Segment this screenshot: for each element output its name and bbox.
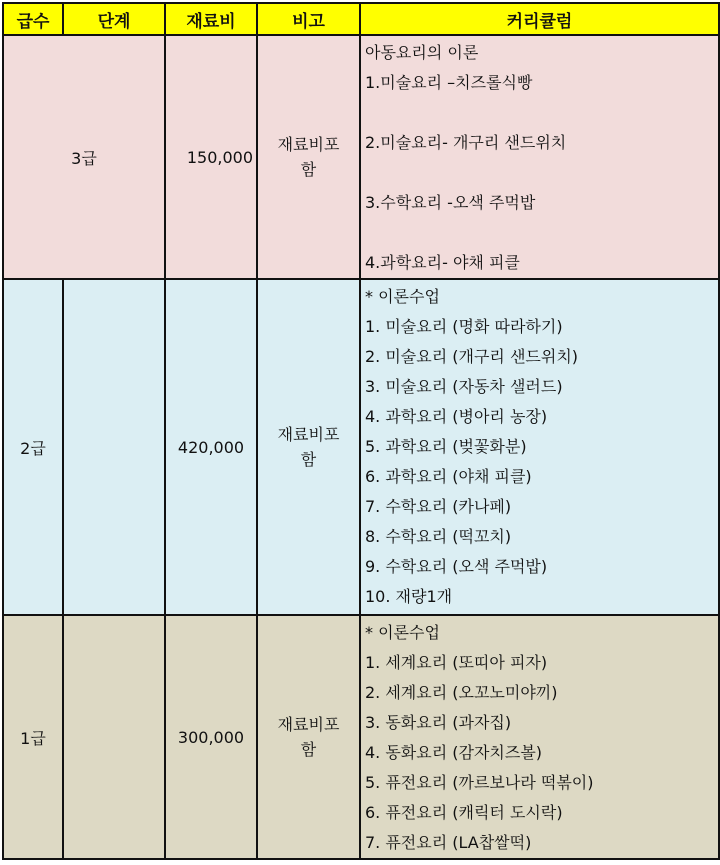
curriculum-item: 1.미술요리 –치즈롤식빵 xyxy=(365,73,533,92)
level-cell: 1급 xyxy=(3,615,63,859)
note-line: 재료비포 xyxy=(277,135,340,154)
curriculum-item: 8. 수학요리 (떡꼬치) xyxy=(365,527,512,546)
curriculum-cell xyxy=(360,615,719,859)
note-line: 재료비포 xyxy=(277,715,340,734)
note-cell xyxy=(257,35,360,279)
stage-cell xyxy=(63,615,165,859)
curriculum-cell xyxy=(360,35,719,279)
level-cell: 2급 xyxy=(3,279,63,615)
note-line: 재료비포 xyxy=(277,425,340,444)
table-row xyxy=(3,615,719,859)
header-curriculum: 커리큘럼 xyxy=(360,3,719,35)
header-fee: 재료비 xyxy=(165,3,257,35)
curriculum-item: 4.과학요리- 야채 피클 xyxy=(365,253,520,272)
curriculum-item: 10. 재량1개 xyxy=(365,587,453,606)
curriculum-item: 3. 미술요리 (자동차 샐러드) xyxy=(365,377,563,396)
curriculum-item: 5. 과학요리 (벚꽃화분) xyxy=(365,437,527,456)
curriculum-item: 6. 퓨전요리 (캐릭터 도시락) xyxy=(365,803,563,822)
curriculum-item: 3. 동화요리 (과자집) xyxy=(365,713,512,732)
header-row xyxy=(3,3,719,35)
note-line: 함 xyxy=(300,160,317,179)
level-cell: 3급 xyxy=(3,35,165,279)
curriculum-item xyxy=(365,218,714,248)
curriculum-item: * 이론수업 xyxy=(365,623,440,642)
curriculum-item: 1. 미술요리 (명화 따라하기) xyxy=(365,317,563,336)
curriculum-item: 2. 세계요리 (오꼬노미야끼) xyxy=(365,683,558,702)
curriculum-item: 4. 동화요리 (감자치즈볼) xyxy=(365,743,543,762)
curriculum-item: 3.수학요리 -오색 주먹밥 xyxy=(365,193,536,212)
curriculum-item xyxy=(365,158,714,188)
fee-cell: 420,000 xyxy=(165,279,257,615)
table-row xyxy=(3,35,719,279)
curriculum-item: 9. 수학요리 (오색 주먹밥) xyxy=(365,557,548,576)
note-cell xyxy=(257,279,360,615)
note-cell xyxy=(257,615,360,859)
stage-cell xyxy=(63,279,165,615)
header-level: 급수 xyxy=(3,3,63,35)
table-row xyxy=(3,279,719,615)
curriculum-item: 2. 미술요리 (개구리 샌드위치) xyxy=(365,347,579,366)
curriculum-item: 6. 과학요리 (야채 피클) xyxy=(365,467,532,486)
header-note: 비고 xyxy=(257,3,360,35)
curriculum-item xyxy=(365,98,714,128)
curriculum-item: * 이론수업 xyxy=(365,287,440,306)
curriculum-table xyxy=(2,2,720,860)
note-line: 함 xyxy=(300,740,317,759)
curriculum-item: 5. 퓨전요리 (까르보나라 떡볶이) xyxy=(365,773,594,792)
note-line: 함 xyxy=(300,450,317,469)
curriculum-item: 7. 수학요리 (카나페) xyxy=(365,497,512,516)
fee-cell: 300,000 xyxy=(165,615,257,859)
curriculum-item: 2.미술요리- 개구리 샌드위치 xyxy=(365,133,567,152)
header-stage: 단계 xyxy=(63,3,165,35)
fee-cell: 150,000 xyxy=(165,35,257,279)
curriculum-cell xyxy=(360,279,719,615)
curriculum-item: 7. 퓨전요리 (LA찹쌀떡) xyxy=(365,833,532,852)
curriculum-item: 1. 세계요리 (또띠아 피자) xyxy=(365,653,548,672)
curriculum-item: 아동요리의 이론 xyxy=(365,43,479,62)
curriculum-item: 4. 과학요리 (병아리 농장) xyxy=(365,407,548,426)
